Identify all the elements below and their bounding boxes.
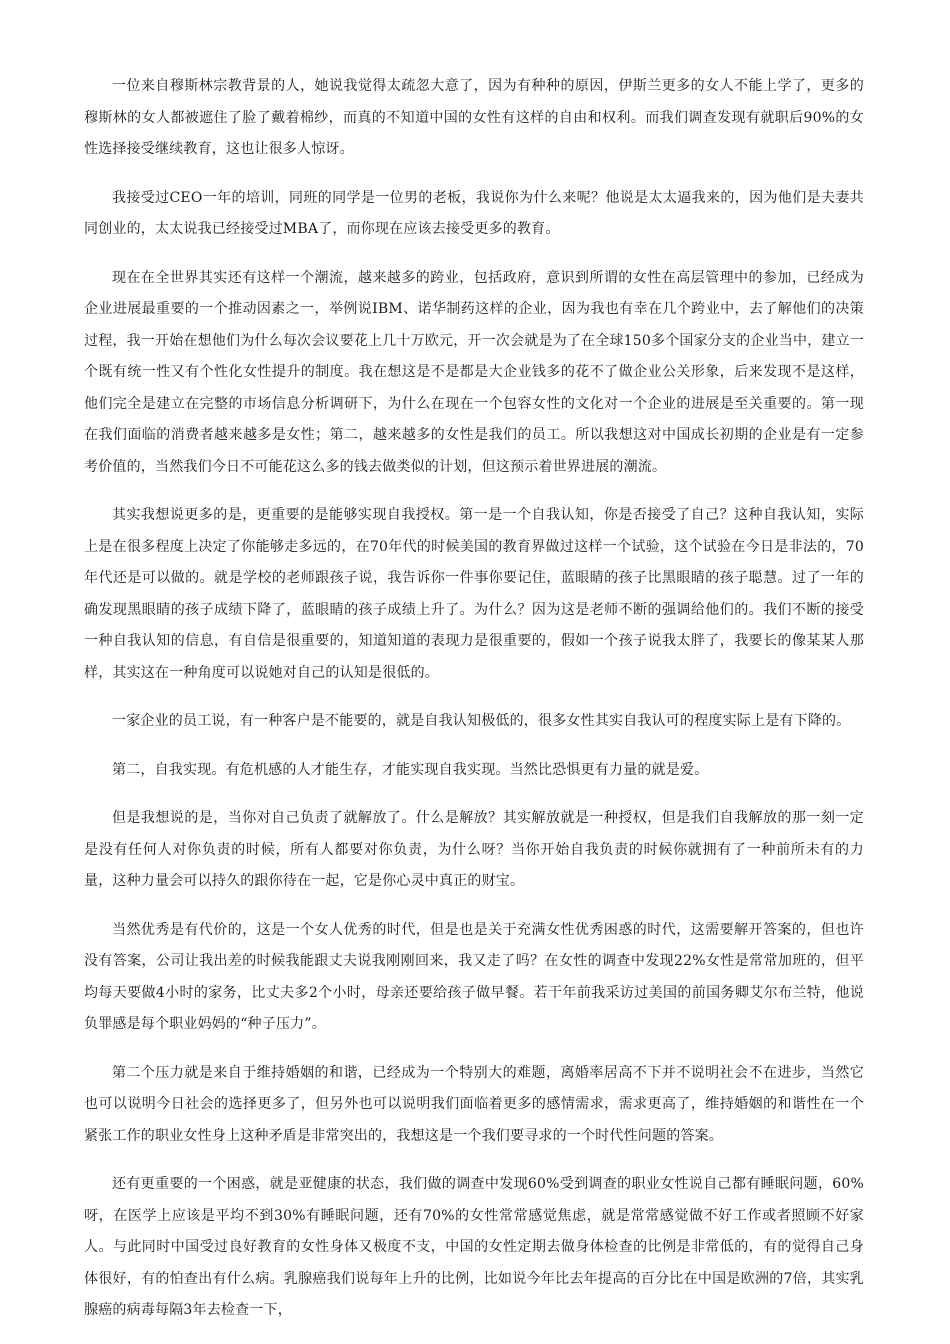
- paragraph: 其实我想说更多的是，更重要的是能够实现自我授权。第一是一个自我认知，你是否接受了自己？这种自我认知，实际上是在很多程度上决定了你能够走多远的，在70年代的时候美国的教育界做过这样一个试验，这个试验在今日是非法的，70年代还是可以做的。就是学校的老师跟孩子说，我告诉你一件事你要记住，蓝眼睛的孩子比黑眼睛的孩子聪慧。过了一年的确发现黑眼睛的孩子成绩下降了，蓝眼睛的孩子成绩上升了。为什么？因为这是老师不断的强调给他们的。我们不断的接受一种自我认知的信息，有自信是很重要的，知道知道的表现力是很重要的，假如一个孩子说我太胖了，我要长的像某某人那样，其实这在一种角度可以说她对自己的认知是很低的。: [84, 507, 864, 681]
- paragraph: 一家企业的员工说，有一种客户是不能要的，就是自我认知极低的，很多女性其实自我认可的程度实际上是有下降的。: [112, 713, 851, 729]
- document-body: [84, 71, 864, 1344]
- paragraph: 第二个压力就是来自于维持婚姻的和谐，已经成为一个特别大的难题，离婚率居高不下并不说明社会不在进步，当然它也可以说明今日社会的选择更多了，但另外也可以说明我们面临着更多的感情需求，需求更高了，维持婚姻的和谐性在一个紧张工作的职业女性身上这种矛盾是非常突出的，我想这是一个我们要寻求的一个时代性问题的答案。: [84, 1064, 864, 1144]
- paragraph: 还有更重要的一个困惑，就是亚健康的状态，我们做的调查中发现60%受到调查的职业女性说自己都有睡眠问题，60%呀，在医学上应该是平均不到30%有睡眠问题，还有70%的女性常常感觉焦虑，就是常常感觉做不好工作或者照顾不好家人。与此同时中国受过良好教育的女性身体又极度不支，中国的女性定期去做身体检查的比例是非常低的，有的觉得自己身体很好，有的怕查出有什么病。乳腺癌我们说每年上升的比例，比如说今年比去年提高的百分比在中国是欧洲的7倍，其实乳腺癌的病毒每隔3年去检查一下，: [84, 1176, 864, 1318]
- paragraph: 现在在全世界其实还有这样一个潮流，越来越多的跨业，包括政府，意识到所谓的女性在高层管理中的参加，已经成为企业进展最重要的一个推动因素之一，举例说IBM、诺华制药这样的企业，因为我也有幸在几个跨业中，去了解他们的决策过程，我一开始在想他们为什么每次会议要花上几十万欧元，开一次会就是为了在全球150多个国家分支的企业当中，建立一个既有统一性又有个性化女性提升的制度。我在想这是不是都是大企业钱多的花不了做企业公关形象，后来发现不是这样，他们完全是建立在完整的市场信息分析调研下，为什么在现在一个包容女性的文化对一个企业的进展是至关重要的。第一现在我们面临的消费者越来越多是女性；第二，越来越多的女性是我们的员工。所以我想这对中国成长初期的企业是有一定参考价值的，当然我们今日不可能花这么多的钱去做类似的计划，但这预示着世界进展的潮流。: [84, 269, 864, 475]
- paragraph: 我接受过CEO一年的培训，同班的同学是一位男的老板，我说你为什么来呢？他说是太太逼我来的，因为他们是夫妻共同创业的，太太说我已经接受过MBA了，而你现在应该去接受更多的教育。: [84, 189, 864, 237]
- paragraph: 第二，自我实现。有危机感的人才能生存，才能实现自我实现。当然比恐惧更有力量的就是爱。: [112, 761, 709, 778]
- paragraph: 当然优秀是有代价的，这是一个女人优秀的时代，但是也是关于充满女性优秀困惑的时代，这需要解开答案的，但也许没有答案，公司让我出差的时候我能跟丈夫说我刚刚回来，我又走了吗？在女性的调查中发现22%女性是常常加班的，但平均每天要做4小时的家务，比丈夫多2个小时，母亲还要给孩子做早餐。若干年前我采访过美国的前国务卿艾尔布兰特，他说负罪感是每个职业妈妈的“种子压力”。: [84, 921, 864, 1032]
- paragraph: 一位来自穆斯林宗教背景的人，她说我觉得太疏忽大意了，因为有种种的原因，伊斯兰更多的女人不能上学了，更多的穆斯林的女人都被遮住了脸了戴着棉纱，而真的不知道中国的女性有这样的自由和权利。而我们调查发现有就职后90%的女性选择接受继续教育，这也让很多人惊讶。: [84, 78, 864, 157]
- paragraph: 但是我想说的是，当你对自己负责了就解放了。什么是解放？其实解放就是一种授权，但是我们自我解放的那一刻一定是没有任何人对你负责的时候，所有人都要对你负责，为什么呀？当你开始自我负责的时候你就拥有了一种前所未有的力量，这种力量会可以持久的跟你待在一起，它是你心灵中真正的财宝。: [84, 810, 864, 889]
